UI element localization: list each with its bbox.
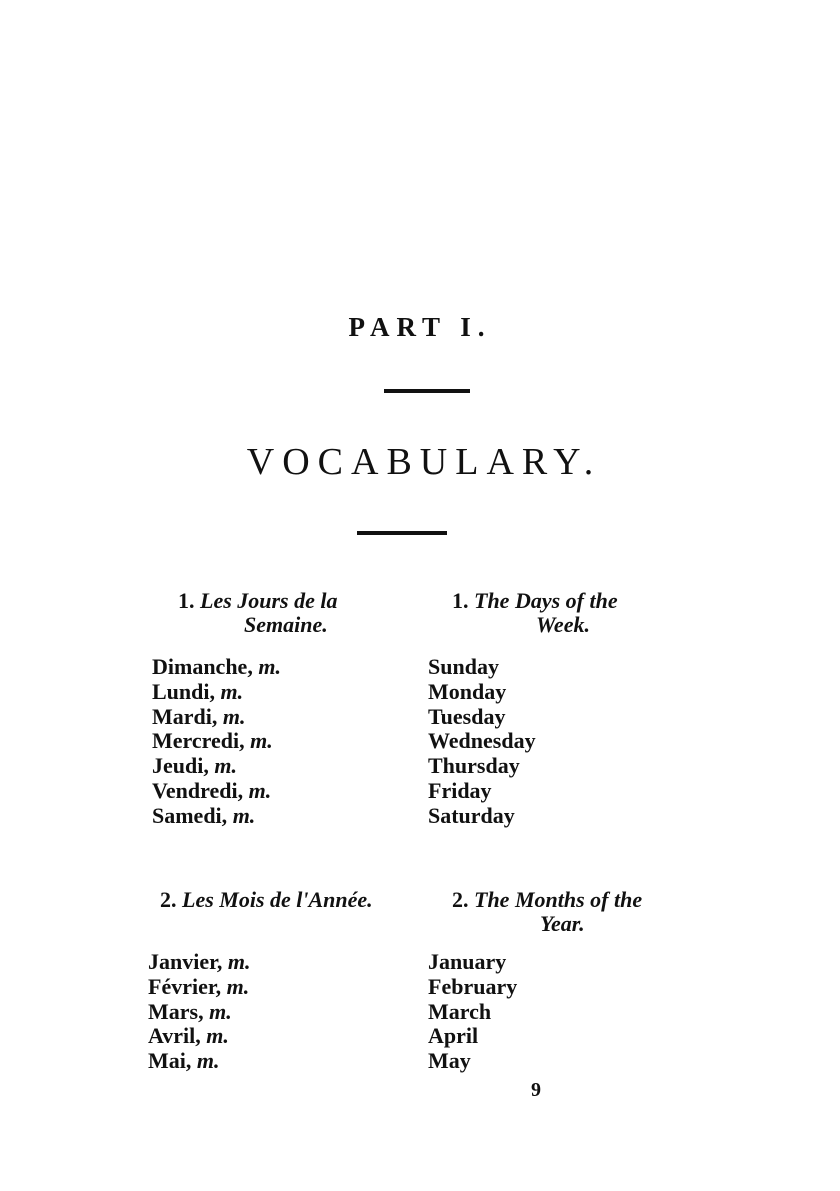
section1-french-heading: [178, 589, 408, 637]
page-number: 9: [531, 1079, 541, 1101]
list-item: [148, 1049, 250, 1074]
list-item: [152, 754, 281, 779]
gender-marker: m.: [214, 753, 237, 779]
list-item: [152, 779, 281, 804]
divider-rule: [357, 531, 447, 535]
list-item: [152, 655, 281, 680]
section2-english-number: 2.: [452, 887, 469, 912]
french-word: Samedi,: [152, 802, 228, 828]
gender-marker: m.: [250, 728, 273, 754]
section2-english-title-line1: The Months of the: [474, 887, 643, 912]
list-item: Wednesday: [428, 728, 536, 754]
list-item: Saturday: [428, 802, 515, 828]
section1-french-list: [152, 655, 281, 829]
list-item: May: [428, 1048, 471, 1074]
list-item: March: [428, 998, 492, 1024]
part-heading: PART I.: [348, 312, 492, 342]
gender-marker: m.: [206, 1023, 229, 1049]
gender-marker: m.: [232, 802, 256, 828]
section2-english-heading: [452, 888, 732, 936]
gender-marker: m.: [222, 703, 246, 729]
section1-french-title-line1: Les Jours de la: [200, 588, 338, 613]
list-item: Thursday: [428, 753, 520, 779]
list-item: Friday: [428, 777, 492, 803]
section1-english-title-line2: Week.: [536, 612, 590, 637]
french-word: Vendredi,: [152, 777, 244, 803]
french-word: Mercredi,: [152, 728, 245, 754]
section1-english-number: 1.: [452, 588, 469, 613]
section2-french-list: [148, 950, 250, 1074]
gender-marker: m.: [196, 1048, 220, 1074]
gender-marker: m.: [220, 678, 244, 704]
list-item: [152, 804, 281, 829]
section2-english-title-line2: Year.: [540, 911, 585, 936]
list-item: [152, 705, 281, 730]
section1-english-title-line1: The Days of the: [474, 588, 618, 613]
gender-marker: m.: [248, 777, 272, 803]
list-item: [152, 729, 281, 754]
section2-english-list: [428, 950, 517, 1074]
divider-rule: [384, 389, 470, 393]
french-word: Jeudi,: [152, 753, 209, 779]
list-item: [148, 1000, 250, 1025]
list-item: [148, 1024, 250, 1049]
section1-french-number: 1.: [178, 588, 195, 613]
list-item: Monday: [428, 678, 507, 704]
section2-french-title: Les Mois de l'Année.: [182, 887, 373, 912]
list-item: February: [428, 973, 518, 999]
gender-marker: m.: [258, 654, 281, 679]
list-item: [148, 950, 250, 975]
french-word: Mai,: [148, 1048, 192, 1074]
gender-marker: m.: [209, 998, 232, 1024]
french-word: Dimanche,: [152, 654, 253, 679]
section1-french-title-line2: Semaine.: [244, 612, 328, 637]
french-word: Février,: [148, 973, 222, 999]
list-item: Tuesday: [428, 703, 506, 729]
section1-english-list: [428, 655, 536, 829]
section1-english-heading: [452, 589, 712, 637]
list-item: [148, 975, 250, 1000]
french-word: Mardi,: [152, 703, 218, 729]
list-item: January: [428, 949, 507, 974]
section2-french-heading: [160, 888, 440, 912]
list-item: Sunday: [428, 654, 499, 679]
page-title: VOCABULARY.: [246, 441, 602, 483]
list-item: [152, 680, 281, 705]
french-word: Lundi,: [152, 678, 215, 704]
gender-marker: m.: [227, 949, 251, 974]
french-word: Avril,: [148, 1023, 201, 1049]
french-word: Janvier,: [148, 949, 223, 974]
french-word: Mars,: [148, 998, 204, 1024]
list-item: April: [428, 1023, 479, 1049]
gender-marker: m.: [226, 973, 250, 999]
section2-french-number: 2.: [160, 887, 177, 912]
